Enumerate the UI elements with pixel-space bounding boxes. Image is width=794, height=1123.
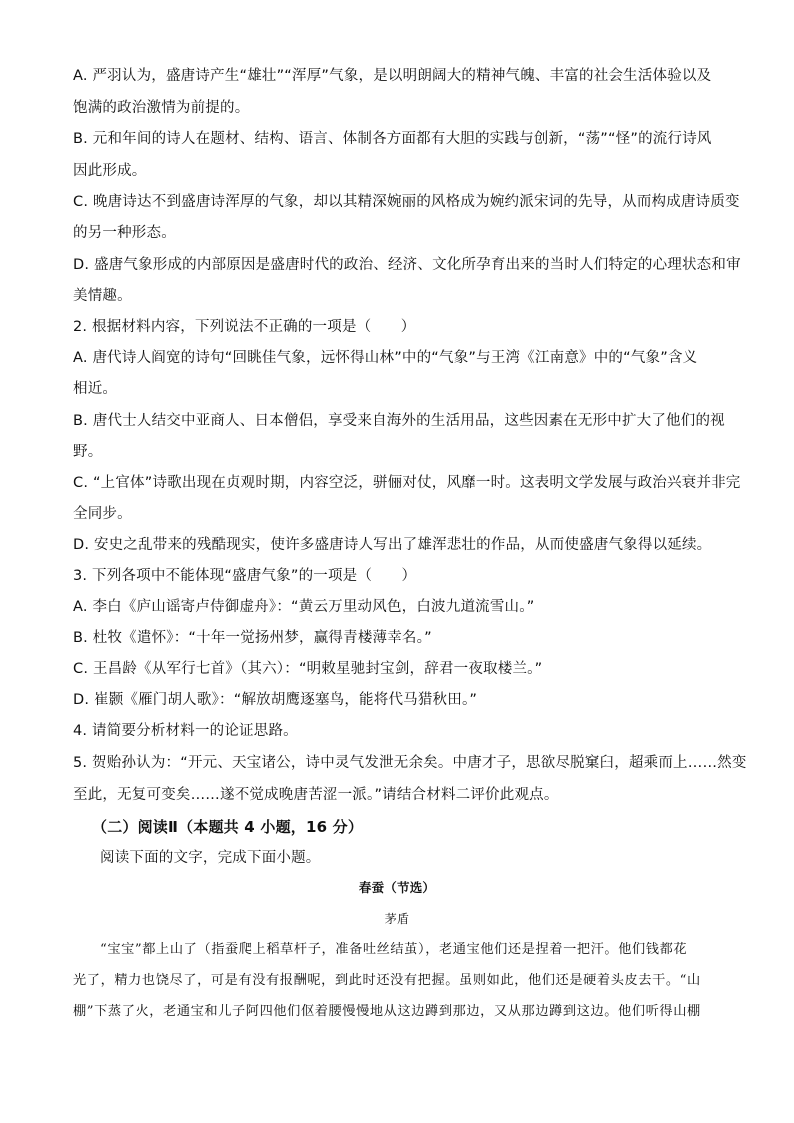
q1-option-c-line2: 的另一种形态。	[73, 225, 176, 241]
q5-line2: 至此，无复可变矣……遂不觉成晚唐苦涩一派。”请结合材料二评价此观点。	[73, 787, 559, 803]
q1-option-d-line1: D. 盛唐气象形成的内部原因是盛唐时代的政治、经济、文化所孕育出来的当时人们特定的心理状态和审	[73, 257, 741, 273]
section-heading: （二）阅读Ⅱ（本题共 4 小题，16 分）	[92, 818, 364, 836]
q2-option-a-line1: A. 唐代诗人阎宽的诗句“回眺佳气象，远怀得山林”中的“气象”与王湾《江南意》中的“气象”含义	[73, 350, 698, 366]
q1-option-a-line1: A. 严羽认为，盛唐诗产生“雄壮”“浑厚”气象，是以明朗阔大的精神气魄、丰富的社会生活体验以及	[73, 68, 712, 84]
q4-stem: 4. 请简要分析材料一的论证思路。	[73, 723, 298, 739]
q3-option-b: B. 杜牧《遣怀》：“十年一觉扬州梦，赢得青楼薄幸名。”	[73, 630, 432, 646]
q2-option-b-line1: B. 唐代士人结交中亚商人、日本僧侣，享受来自海外的生活用品，这些因素在无形中扩大了他们的视	[73, 413, 725, 429]
q2-option-a-line2: 相近。	[73, 381, 118, 397]
story-paragraph-line1: “宝宝”都上山了（指蚕爬上稻草杆子，准备吐丝结茧），老通宝他们还是捏着一把汗。他们钱都花	[100, 942, 688, 957]
story-author: 茅盾	[384, 912, 410, 926]
q3-stem: 3. 下列各项中不能体现“盛唐气象”的一项是（ ）	[73, 568, 417, 584]
section-instruction: 阅读下面的文字，完成下面小题。	[100, 850, 321, 866]
q1-option-b-line1: B. 元和年间的诗人在题材、结构、语言、体制各方面都有大胆的实践与创新，“荡”“怪”的流行诗风	[73, 131, 712, 147]
q3-option-d: D. 崔颢《雁门胡人歌》：“解放胡鹰逐塞鸟，能将代马猎秋田。”	[73, 692, 478, 708]
q3-option-c: C. 王昌龄《从军行七首》（其六）：“明敕星驰封宝剑，辞君一夜取楼兰。”	[73, 661, 543, 677]
q1-option-d-line2: 美情趣。	[73, 288, 132, 304]
q1-option-b-line2: 因此形成。	[73, 163, 147, 179]
q2-option-c-line1: C. “上官体”诗歌出现在贞观时期，内容空泛，骈俪对仗，风靡一时。这表明文学发展与政治兴衰并非完	[73, 475, 741, 491]
q3-option-a: A. 李白《庐山谣寄卢侍御虚舟》：“黄云万里动风色，白波九道流雪山。”	[73, 599, 535, 615]
story-title: 春蚕（节选）	[358, 880, 436, 895]
q1-option-a-line2: 饱满的政治激情为前提的。	[73, 100, 250, 116]
q2-option-d: D. 安史之乱带来的残酷现实，使许多盛唐诗人写出了雄浑悲壮的作品，从而使盛唐气象得以延续。	[73, 537, 712, 553]
q2-stem: 2. 根据材料内容，下列说法不正确的一项是（ ）	[73, 319, 416, 335]
story-paragraph-line3: 棚”下蒸了火，老通宝和儿子阿四他们伛着腰慢慢地从这边蹲到那边，又从那边蹲到这边。他们听得山棚	[73, 1004, 701, 1019]
q1-option-c-line1: C. 晚唐诗达不到盛唐诗浑厚的气象，却以其精深婉丽的风格成为婉约派宋词的先导，从而构成唐诗质变	[73, 194, 740, 210]
q2-option-b-line2: 野。	[73, 444, 103, 460]
story-paragraph-line2: 光了，精力也饶尽了，可是有没有报酬呢，到此时还没有把握。虽则如此，他们还是硬着头皮去干。“山	[73, 973, 701, 988]
q2-option-c-line2: 全同步。	[73, 506, 132, 522]
q5-line1: 5. 贺贻孙认为：“开元、天宝诸公，诗中灵气发泄无余矣。中唐才子，思欲尽脱窠臼，超乘而上……然变	[73, 755, 747, 771]
